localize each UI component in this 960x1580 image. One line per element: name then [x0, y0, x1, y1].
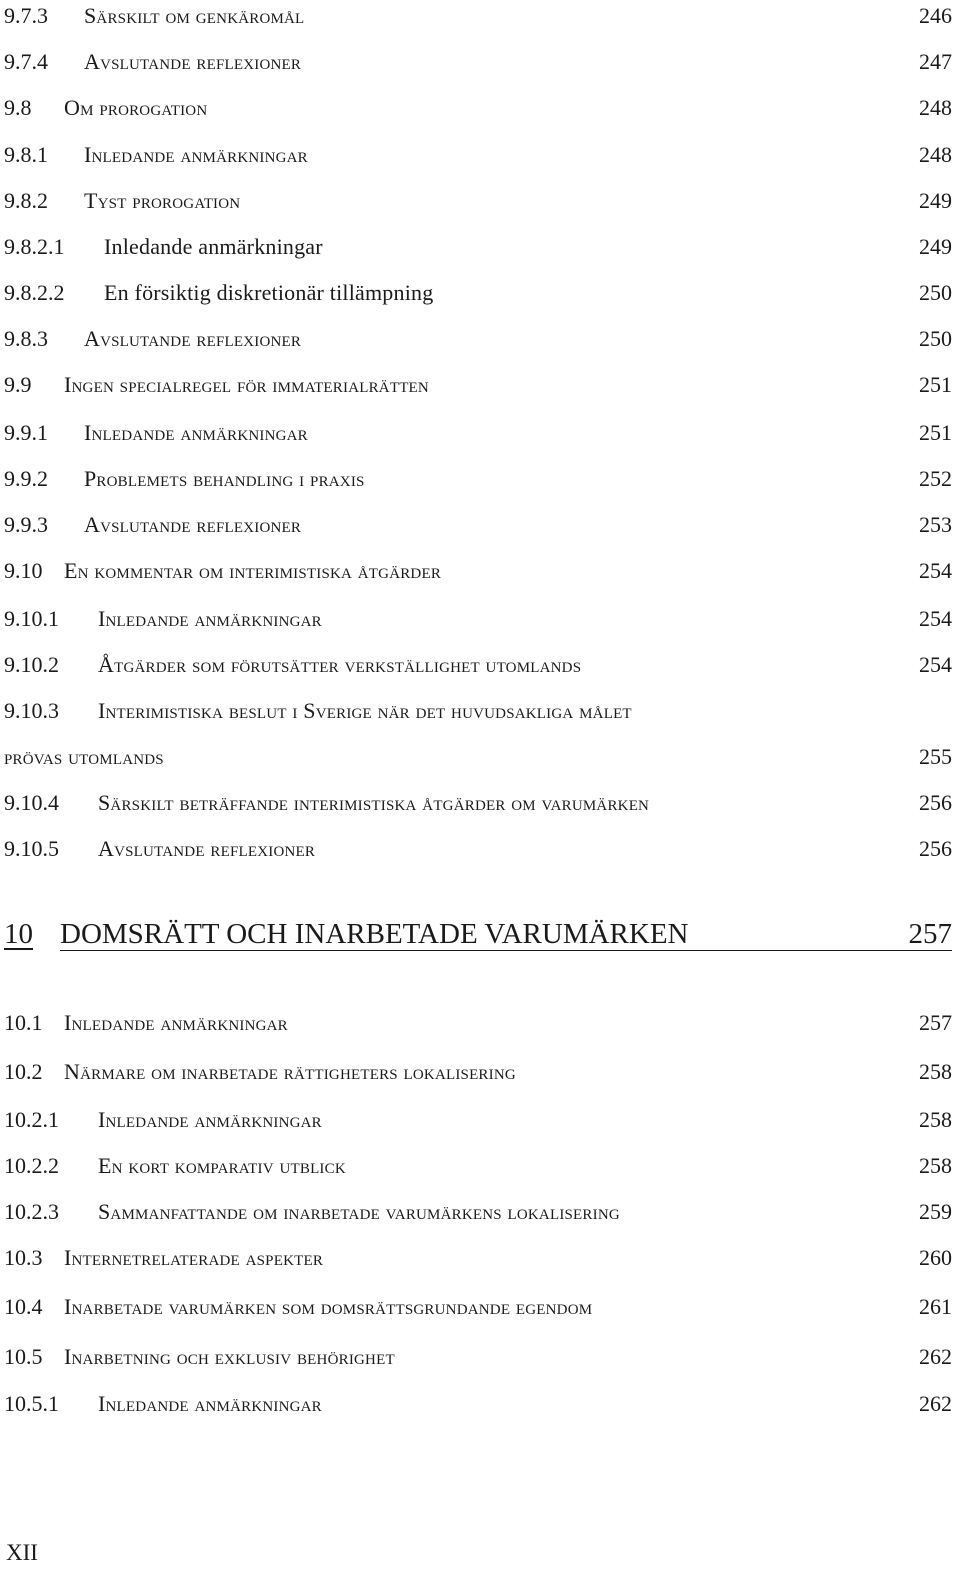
entry-title: Särskilt beträffande interimistiska åtgärder om varumärken [98, 790, 650, 815]
entry-page: 255 [919, 744, 952, 769]
entry-number: 9.10 [4, 558, 43, 583]
entry-page: 253 [919, 512, 952, 537]
toc-entry[interactable] [4, 556, 952, 586]
entry-title: Inledande anmärkningar [98, 1391, 322, 1416]
entry-number: 10.5 [4, 1344, 43, 1369]
entry-title: Avslutande reflexioner [84, 326, 302, 351]
toc-entry[interactable] [4, 464, 952, 494]
entry-page: 251 [919, 372, 952, 397]
entry-number: 10.1 [4, 1010, 43, 1035]
toc-entry[interactable] [4, 1151, 952, 1181]
entry-title: Närmare om inarbetade rättigheters lokalisering [64, 1059, 516, 1084]
toc-entry[interactable] [4, 93, 952, 123]
toc-entry[interactable] [4, 650, 952, 680]
entry-page: 261 [919, 1294, 952, 1319]
entry-page: 248 [919, 95, 952, 120]
entry-number: 9.10.5 [4, 836, 59, 861]
entry-title: Om prorogation [64, 95, 208, 120]
entry-number: 10.2.2 [4, 1153, 59, 1178]
chapter-number: 10 [4, 918, 33, 950]
entry-number: 9.8.1 [4, 142, 48, 167]
entry-page: 251 [919, 420, 952, 445]
toc-entry[interactable] [4, 1243, 952, 1273]
entry-number: 9.7.3 [4, 3, 48, 28]
toc-entry[interactable] [4, 1342, 952, 1372]
entry-title: En försiktig diskretionär tillämpning [104, 280, 434, 305]
toc-entry[interactable] [4, 834, 952, 864]
entry-page: 258 [919, 1059, 952, 1084]
toc-entry[interactable] [4, 1057, 952, 1087]
entry-number: 10.2.1 [4, 1107, 59, 1132]
entry-title: Interimistiska beslut i Sverige när det huvudsakliga målet [98, 698, 632, 723]
entry-page: 249 [919, 188, 952, 213]
entry-number: 9.10.1 [4, 606, 59, 631]
entry-number: 9.10.3 [4, 698, 59, 723]
entry-number: 9.9 [4, 372, 32, 397]
entry-title: Avslutande reflexioner [84, 512, 302, 537]
entry-page: 249 [919, 234, 952, 259]
entry-number: 10.2.3 [4, 1199, 59, 1224]
toc-entry[interactable] [4, 232, 952, 262]
entry-number: 9.7.4 [4, 49, 48, 74]
entry-page: 262 [919, 1344, 952, 1369]
entry-title: Inledande anmärkningar [104, 234, 323, 259]
entry-title: Ingen specialregel för immaterialrätten [64, 372, 429, 397]
entry-page: 258 [919, 1153, 952, 1178]
entry-number: 9.10.4 [4, 790, 59, 815]
toc-entry[interactable] [4, 186, 952, 216]
entry-page: 247 [919, 49, 952, 74]
entry-number: 9.8.3 [4, 326, 48, 351]
entry-number: 9.9.3 [4, 512, 48, 537]
entry-number: 10.5.1 [4, 1391, 59, 1416]
entry-number: 9.8.2.1 [4, 234, 65, 259]
toc-entry[interactable] [4, 1292, 952, 1322]
entry-page: 248 [919, 142, 952, 167]
entry-title: Internetrelaterade aspekter [64, 1245, 324, 1270]
toc-entry[interactable] [4, 1389, 952, 1419]
entry-title: Särskilt om genkärомål [84, 3, 305, 28]
entry-title: En kommentar om interimistiska åtgärder [64, 558, 442, 583]
toc-entry[interactable] [4, 1197, 952, 1227]
entry-number: 9.8 [4, 95, 32, 120]
toc-entry[interactable] [4, 1105, 952, 1135]
entry-page: 246 [919, 3, 952, 28]
entry-page: 254 [919, 606, 952, 631]
entry-title: Inledande anmärkningar [98, 1107, 322, 1132]
entry-page: 259 [919, 1199, 952, 1224]
entry-title: Inledande anmärkningar [98, 606, 322, 631]
entry-page: 262 [919, 1391, 952, 1416]
chapter-page: 257 [908, 918, 952, 950]
entry-page: 250 [919, 326, 952, 351]
toc-entry[interactable] [4, 1008, 952, 1038]
entry-page: 257 [919, 1010, 952, 1035]
toc-entry[interactable] [4, 604, 952, 634]
toc-entry[interactable] [4, 278, 952, 308]
entry-number: 10.4 [4, 1294, 43, 1319]
toc-entry[interactable] [4, 418, 952, 448]
entry-title: Inledande anmärkningar [84, 420, 308, 445]
chapter-heading[interactable] [4, 914, 952, 954]
entry-number: 9.9.1 [4, 420, 48, 445]
entry-page: 250 [919, 280, 952, 305]
entry-number: 9.10.2 [4, 652, 59, 677]
entry-page: 256 [919, 790, 952, 815]
entry-title: Inledande anmärkningar [84, 142, 308, 167]
chapter-title: DOMSRÄTT OCH INARBETADE VARUMÄRKEN [60, 918, 689, 950]
entry-page: 260 [919, 1245, 952, 1270]
chapter-title-line [60, 914, 952, 951]
entry-page: 252 [919, 466, 952, 491]
entry-page: 254 [919, 558, 952, 583]
toc-entry[interactable] [4, 1, 952, 31]
entry-title: Inarbetning och exklusiv behörighet [64, 1344, 395, 1369]
toc-entry[interactable] [4, 324, 952, 354]
entry-title: Inarbetade varumärken som domsrättsgrundande egendom [64, 1294, 593, 1319]
entry-title: Avslutande reflexioner [84, 49, 302, 74]
toc-entry-continuation[interactable] [4, 742, 952, 772]
entry-number: 9.8.2 [4, 188, 48, 213]
entry-page: 254 [919, 652, 952, 677]
entry-title: Inledande anmärkningar [64, 1010, 288, 1035]
entry-title: En kort komparativ utblick [98, 1153, 346, 1178]
entry-page: 256 [919, 836, 952, 861]
entry-title: Åtgärder som förutsätter verkställighet utomlands [98, 652, 582, 677]
entry-title: Sammanfattande om inarbetade varumärkens lokalisering [98, 1199, 620, 1224]
toc-entry[interactable] [4, 788, 952, 818]
toc-entry[interactable] [4, 140, 952, 170]
entry-title: Problemets behandling i praxis [84, 466, 365, 491]
entry-number: 10.2 [4, 1059, 43, 1084]
entry-number: 10.3 [4, 1245, 43, 1270]
toc-entry[interactable] [4, 370, 952, 400]
toc-entry[interactable] [4, 510, 952, 540]
entry-title: prövas utomlands [4, 744, 164, 769]
toc-entry[interactable] [4, 696, 952, 726]
entry-title: Tyst prorogation [84, 188, 241, 213]
entry-number: 9.9.2 [4, 466, 48, 491]
entry-title: Avslutande reflexioner [98, 836, 316, 861]
entry-page: 258 [919, 1107, 952, 1132]
page-number: XII [6, 1540, 38, 1565]
toc-entry[interactable] [4, 47, 952, 77]
entry-number: 9.8.2.2 [4, 280, 65, 305]
